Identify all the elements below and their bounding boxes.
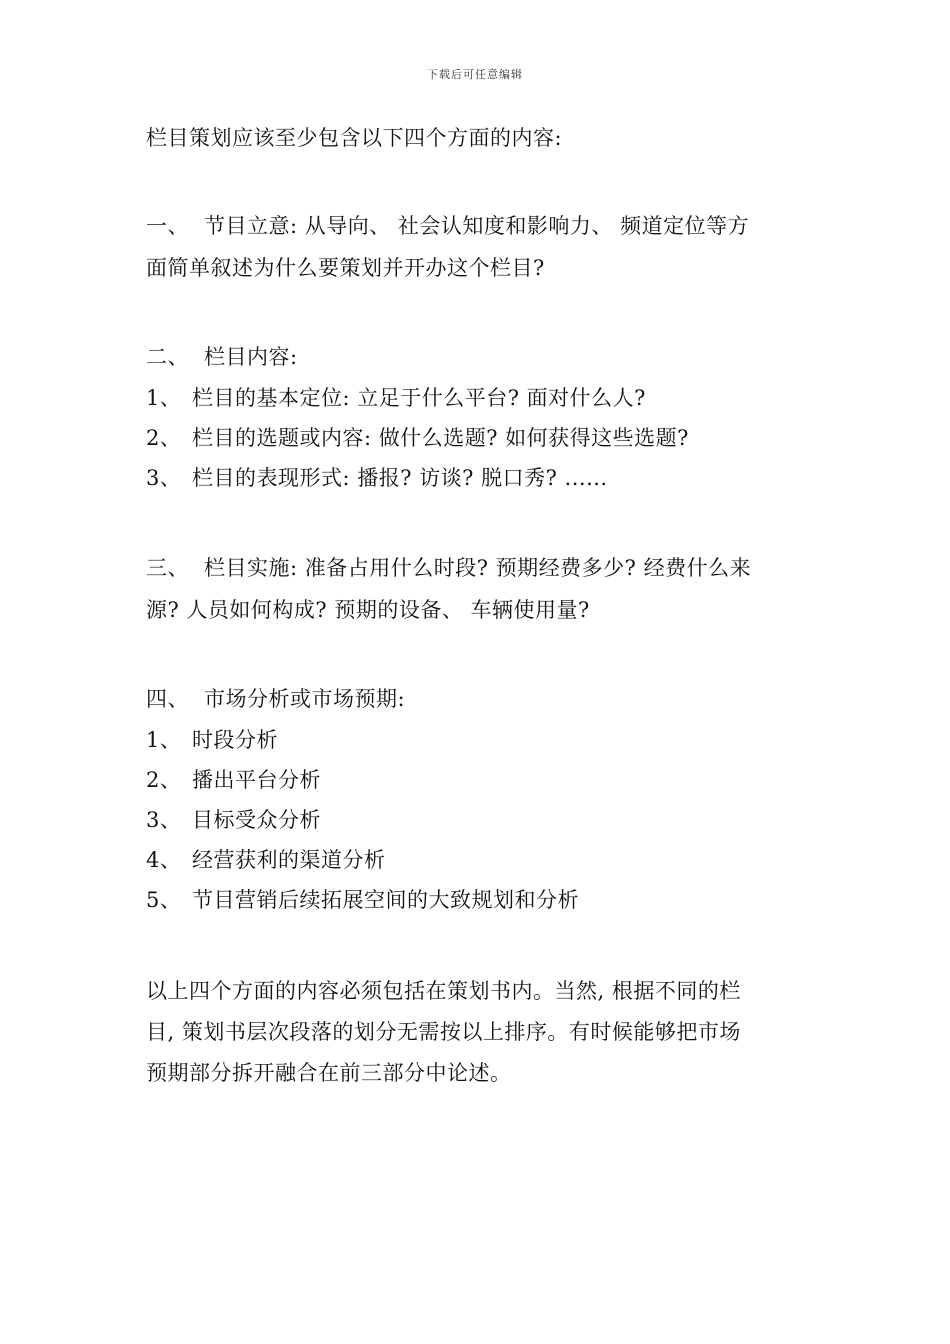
section-4-item-5 — [146, 886, 579, 914]
section-1-text-1: 节目立意: 从导向、 社会认知度和影响力、 频道定位等方 — [204, 214, 750, 238]
list-number: 1、 — [146, 728, 182, 752]
list-item-text: 播出平台分析 — [192, 768, 321, 792]
conclusion-line-1: 以上四个方面的内容必须包括在策划书内。当然, 根据不同的栏 — [146, 979, 741, 1003]
section-1-line-2: 面简单叙述为什么要策划并开办这个栏目? — [146, 256, 545, 280]
list-item-text: 栏目的基本定位: 立足于什么平台? 面对什么人? — [192, 386, 646, 410]
section-2-item-1 — [146, 384, 646, 412]
header-note: 下载后可任意编辑 — [427, 68, 523, 81]
list-number: 3、 — [146, 808, 182, 832]
conclusion-line-3: 预期部分拆开融合在前三部分中论述。 — [146, 1061, 512, 1085]
list-item-text: 栏目的表现形式: 播报? 访谈? 脱口秀? ...... — [192, 466, 608, 490]
section-1-line-1 — [146, 212, 749, 240]
section-3-line-1 — [146, 554, 751, 582]
list-item-text: 栏目的选题或内容: 做什么选题? 如何获得这些选题? — [192, 426, 689, 450]
list-number: 1、 — [146, 386, 182, 410]
section-4-item-3 — [146, 806, 321, 834]
section-2-marker: 二、 — [146, 345, 189, 369]
section-4-item-1 — [146, 726, 278, 754]
list-number: 3、 — [146, 466, 182, 490]
section-1-marker: 一、 — [146, 214, 189, 238]
section-2-item-3 — [146, 464, 608, 492]
section-3-text-1: 栏目实施: 准备占用什么时段? 预期经费多少? 经费什么来 — [204, 556, 752, 580]
list-item-text: 时段分析 — [192, 728, 278, 752]
section-4-marker: 四、 — [146, 687, 189, 711]
section-4-title: 市场分析或市场预期: — [204, 687, 406, 711]
list-number: 4、 — [146, 848, 182, 872]
list-item-text: 节目营销后续拓展空间的大致规划和分析 — [192, 888, 579, 912]
list-item-text: 目标受众分析 — [192, 808, 321, 832]
section-3-line-2: 源? 人员如何构成? 预期的设备、 车辆使用量? — [146, 598, 590, 622]
section-4-item-2 — [146, 766, 321, 794]
intro-paragraph: 栏目策划应该至少包含以下四个方面的内容: — [146, 126, 563, 150]
list-number: 5、 — [146, 888, 182, 912]
list-item-text: 经营获利的渠道分析 — [192, 848, 386, 872]
list-number: 2、 — [146, 426, 182, 450]
section-4-heading — [146, 685, 405, 713]
section-2-item-2 — [146, 424, 689, 452]
section-3-marker: 三、 — [146, 556, 189, 580]
section-2-title: 栏目内容: — [204, 345, 298, 369]
section-2-heading — [146, 343, 298, 371]
list-number: 2、 — [146, 768, 182, 792]
conclusion-line-2: 目, 策划书层次段落的划分无需按以上排序。有时候能够把市场 — [146, 1020, 741, 1044]
section-4-item-4 — [146, 846, 386, 874]
